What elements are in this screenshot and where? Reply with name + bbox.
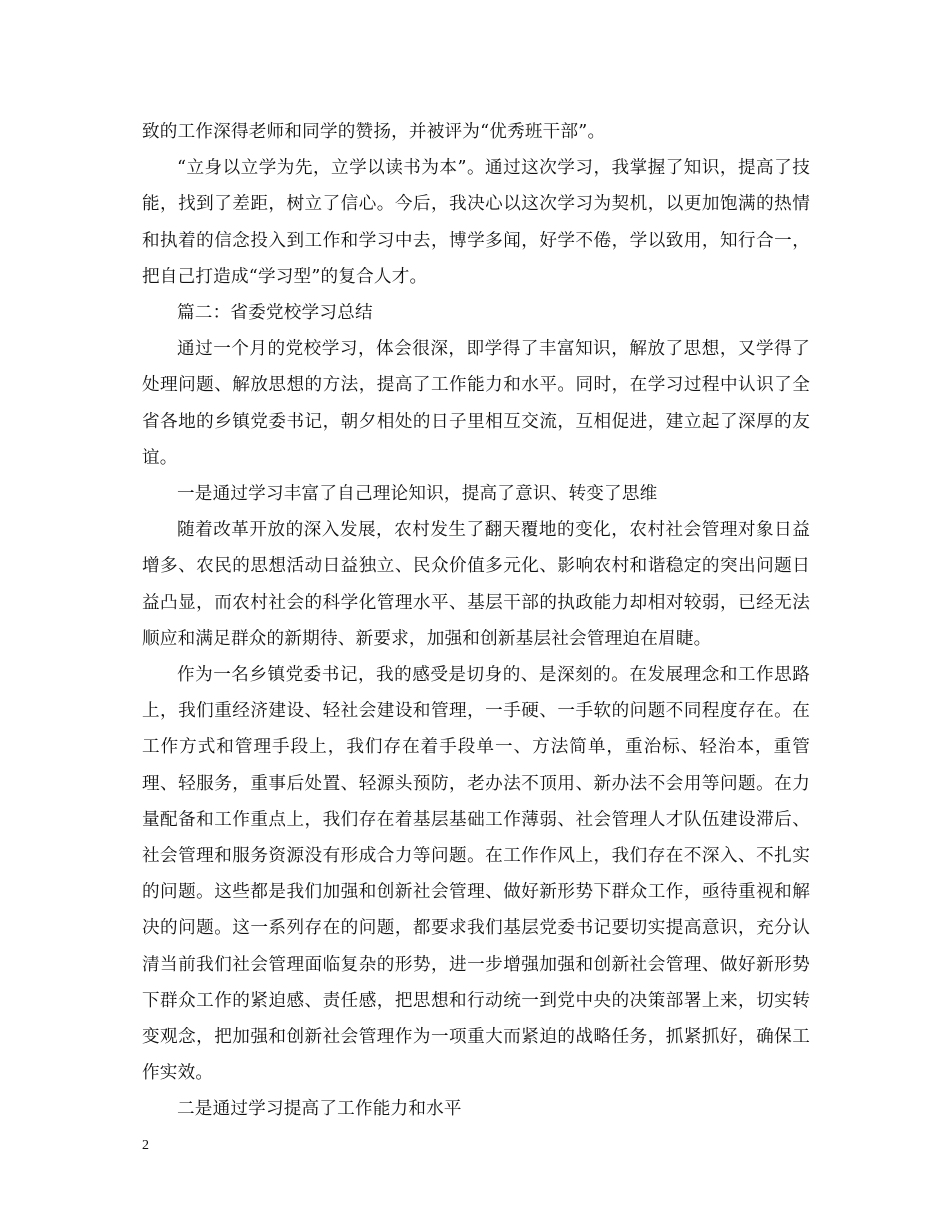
subheading-point-one: 一是通过学习丰富了自己理论知识，提高了意识、转变了思维 xyxy=(177,484,658,505)
document-body xyxy=(142,114,810,1128)
paragraph-reform: 随着改革开放的深入发展，农村发生了翻天覆地的变化，农村社会管理对象日益增多、农民的思想活动日益独立、民众价值多元化、影响农村和谐稳定的突出问题日益凸显，而农村社会的科学化管理水平、基层干部的执政能力却相对较弱，已经无法顺应和满足群众的新期待、新要求，加强和创新基层社会管理迫在眉睫。 xyxy=(142,520,810,649)
paragraph-intro: 通过一个月的党校学习，体会很深，即学得了丰富知识，解放了思想，又学得了处理问题、解放思想的方法，提高了工作能力和水平。同时，在学习过程中认识了全省各地的乡镇党委书记，朝夕相处的日子里相互交流，互相促进，建立起了深厚的友谊。 xyxy=(142,339,810,468)
paragraph-continuation: 致的工作深得老师和同学的赞扬，并被评为“优秀班干部”。 xyxy=(142,122,606,142)
paragraph-party-secretary: 作为一名乡镇党委书记，我的感受是切身的、是深刻的。在发展理念和工作思路上，我们重经济建设、轻社会建设和管理，一手硬、一手软的问题不同程度存在。在工作方式和管理手段上，我们存在着手段单一、方法简单，重治标、轻治本，重管理、轻服务，重事后处置、轻源头预防，老办法不顶用、新办法不会用等问题。在力量配备和工作重点上，我们存在着基层基础工作薄弱、社会管理人才队伍建设滞后、社会管理和服务资源没有形成合力等问题。在工作作风上，我们存在不深入、不扎实的问题。这些都是我们加强和创新社会管理、做好新形势下群众工作，亟待重视和解决的问题。这一系列存在的问题，都要求我们基层党委书记要切实提高意识，充分认清当前我们社会管理面临复杂的形势，进一步增强加强和创新社会管理、做好新形势下群众工作的紧迫感、责任感，把思想和行动统一到党中央的决策部署上来，切实转变观念，把加强和创新社会管理作为一项重大而紧迫的战略任务，抓紧抓好，确保工作实效。 xyxy=(142,665,810,1084)
page-number: 2 xyxy=(142,1138,149,1153)
section-heading-article-two: 篇二：省委党校学习总结 xyxy=(177,303,373,324)
paragraph-quote-conclusion: “立身以立学为先，立学以读书为本”。通过这次学习，我掌握了知识，提高了技能，找到了差距，树立了信心。今后，我决心以这次学习为契机，以更加饱满的热情和执着的信念投入到工作和学习中去，博学多闻，好学不倦，学以致用，知行合一，把自己打造成“学习型”的复合人才。 xyxy=(142,158,810,287)
subheading-point-two: 二是通过学习提高了工作能力和水平 xyxy=(177,1099,462,1120)
